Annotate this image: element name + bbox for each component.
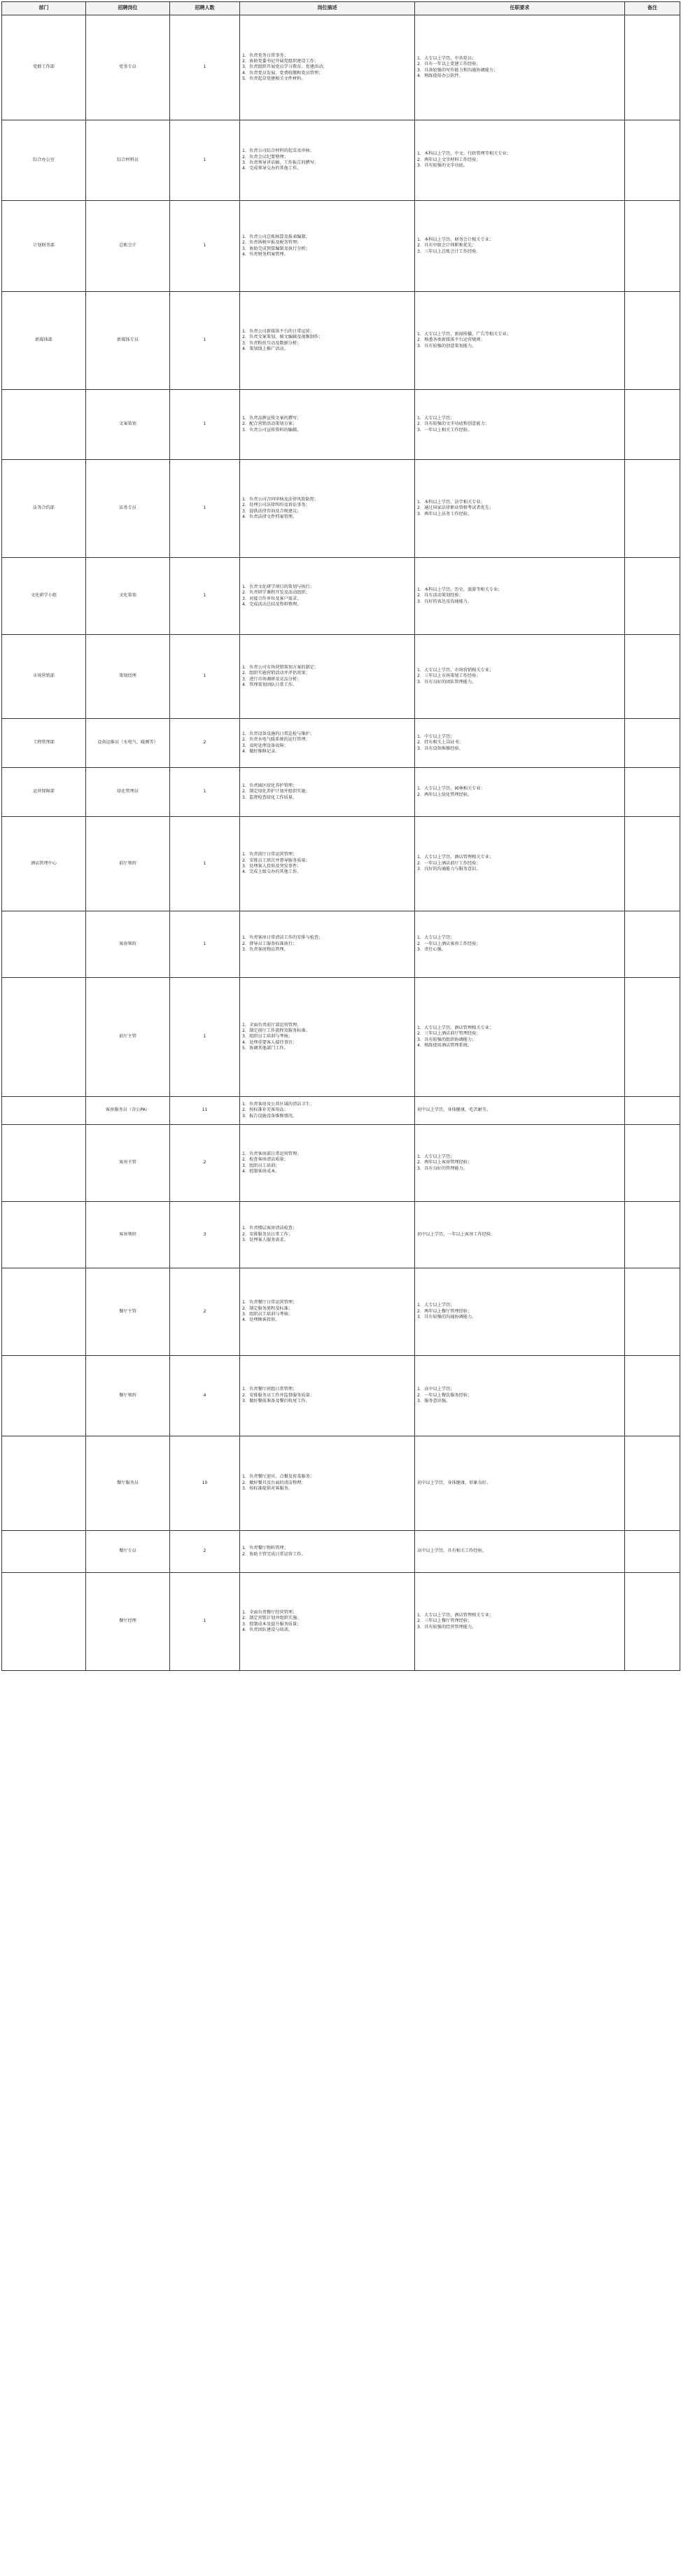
- requirement-line: 2．一年以上餐饮服务经验；: [417, 1392, 472, 1398]
- requirement-line: 2．三年以上酒店前厅管理经验；: [417, 1031, 481, 1037]
- header-count: 招聘人数: [170, 2, 240, 15]
- position-cell: 客房领班: [86, 911, 170, 978]
- requirements-cell: [415, 292, 625, 390]
- description-cell: [240, 292, 415, 390]
- requirement-line: 2．具有一年以上党建工作经验；: [417, 62, 481, 67]
- description-cell: [240, 1573, 415, 1671]
- requirements-cell: [415, 201, 625, 292]
- position-cell: 综合材料员: [86, 120, 170, 201]
- requirement-line: 3．两年以上法务工作经验。: [417, 511, 472, 517]
- notes-cell: [625, 558, 680, 635]
- position-cell: 设备运维员（水电气、暖阀等）: [86, 719, 170, 768]
- notes-cell: [625, 15, 680, 120]
- department-cell: [2, 390, 86, 460]
- description-cell: [240, 1097, 415, 1125]
- position-cell: 策划经理: [86, 635, 170, 719]
- position-cell: 前厅主管: [86, 978, 170, 1097]
- notes-cell: [625, 1097, 680, 1125]
- header-department: 部门: [2, 2, 86, 15]
- table-row: [2, 1531, 680, 1573]
- position-cell: 餐厅经理: [86, 1573, 170, 1671]
- table-row: [2, 558, 680, 635]
- description-line: 3．及时处理设备故障；: [242, 743, 288, 748]
- position-cell: 法务专员: [86, 460, 170, 558]
- requirements-cell: [415, 1097, 625, 1125]
- description-line: 4．负责团队建设与培训。: [242, 1627, 293, 1632]
- description-cell: [240, 1125, 415, 1202]
- requirements-cell: [415, 1356, 625, 1436]
- description-line: 2．安排服务员日常工作；: [242, 1231, 293, 1237]
- description-line: 1．负责餐厅迎宾、点餐及传菜服务；: [242, 1474, 314, 1480]
- count-cell: 4: [170, 1356, 240, 1436]
- description-cell: [240, 817, 415, 911]
- description-line: 3．组织员工培训与考核；: [242, 1034, 293, 1040]
- requirement-line: 1．大专以上学历，中共党员；: [417, 55, 477, 61]
- position-cell: 党务专员: [86, 15, 170, 120]
- description-cell: [240, 460, 415, 558]
- description-line: 1．负责餐厅日常运营管理；: [242, 1300, 297, 1306]
- department-cell: 酒店管理中心: [2, 817, 86, 911]
- table-row: [2, 1125, 680, 1202]
- requirement-line: 2．通过国家法律职业资格考试者优先；: [417, 505, 494, 511]
- requirement-line: 1．本科以上学历，财务会计相关专业；: [417, 237, 494, 242]
- description-line: 3．监督检查绿化工作质量。: [242, 794, 297, 800]
- description-line: 2．检查客房清洁质量；: [242, 1157, 288, 1163]
- description-line: 2．制定服务流程及标准；: [242, 1306, 293, 1311]
- description-line: 2．督导员工服务标准执行；: [242, 941, 297, 946]
- description-line: 1．负责品牌宣传文案的撰写；: [242, 415, 302, 421]
- requirement-line: 初中以上学历，身体健康，形象良好。: [417, 1480, 491, 1485]
- description-cell: [240, 390, 415, 460]
- requirement-line: 2．持有相关上岗证书；: [417, 740, 463, 746]
- notes-cell: [625, 719, 680, 768]
- notes-cell: [625, 1125, 680, 1202]
- count-cell: 1: [170, 201, 240, 292]
- description-line: 4．处理顾客投诉。: [242, 1317, 280, 1323]
- description-line: 3．做好餐前准备及餐后收尾工作。: [242, 1399, 310, 1404]
- requirement-line: 1．大专以上学历；: [417, 935, 455, 941]
- description-line: 4．负责党员发展、党费收缴和党员管理；: [242, 70, 323, 76]
- table-header-row: [2, 2, 680, 15]
- description-line: 1．负责公司综合材料的起草及审核；: [242, 148, 314, 154]
- requirement-line: 初中以上学历，身体健康，吃苦耐劳。: [417, 1107, 491, 1113]
- count-cell: 2: [170, 719, 240, 768]
- description-line: 2．安排员工班次并督导服务质量；: [242, 858, 310, 863]
- requirements-cell: [415, 15, 625, 120]
- requirement-line: 2．一年以上酒店客房工作经验；: [417, 941, 481, 946]
- description-cell: [240, 120, 415, 201]
- requirement-line: 初中以上学历，一年以上客房工作经验。: [417, 1231, 496, 1237]
- description-line: 1．负责餐厅班组日常管理；: [242, 1387, 297, 1392]
- requirement-line: 3．具备较强的写作能力和沟通协调能力；: [417, 67, 498, 73]
- header-description: 岗位描述: [240, 2, 415, 15]
- requirement-line: 3．责任心强。: [417, 947, 447, 953]
- table-row: [2, 460, 680, 558]
- description-line: 4．完成活动总结及资料整理。: [242, 601, 302, 607]
- requirement-line: 4．熟练使用酒店管理系统。: [417, 1042, 472, 1048]
- count-cell: 1: [170, 635, 240, 719]
- count-cell: 1: [170, 768, 240, 817]
- table-row: [2, 15, 680, 120]
- table-row: [2, 201, 680, 292]
- notes-cell: [625, 1573, 680, 1671]
- description-line: 1．负责公司总账核算及报表编制；: [242, 234, 310, 239]
- notes-cell: [625, 1436, 680, 1531]
- position-cell: 前厅领班: [86, 817, 170, 911]
- position-cell: 客房服务员（含公PA）: [86, 1097, 170, 1125]
- count-cell: 3: [170, 1202, 240, 1268]
- notes-cell: [625, 292, 680, 390]
- description-line: 1．负责公司新媒体平台的日常运营；: [242, 328, 314, 334]
- description-line: 1．负责客房及公共区域的清洁卫生；: [242, 1101, 314, 1107]
- requirement-line: 4．熟练使用办公软件。: [417, 73, 463, 78]
- notes-cell: [625, 460, 680, 558]
- table-row: [2, 719, 680, 768]
- table-row: [2, 1202, 680, 1268]
- department-cell: 运营保障部: [2, 768, 86, 817]
- count-cell: 1: [170, 292, 240, 390]
- department-cell: 工程管理部: [2, 719, 86, 768]
- department-cell: 党群工作部: [2, 15, 86, 120]
- description-line: 4．完成上级交办的其他工作。: [242, 869, 302, 875]
- notes-cell: [625, 768, 680, 817]
- notes-cell: [625, 201, 680, 292]
- description-line: 3．控制成本及提升服务质量；: [242, 1621, 302, 1627]
- description-cell: [240, 1356, 415, 1436]
- department-cell: 新媒体部: [2, 292, 86, 390]
- table-row: [2, 817, 680, 911]
- description-line: 4．处理重要客人接待事宜；: [242, 1040, 297, 1045]
- requirements-cell: [415, 768, 625, 817]
- department-cell: [2, 1268, 86, 1356]
- requirements-cell: [415, 635, 625, 719]
- description-cell: [240, 15, 415, 120]
- requirement-line: 2．具有中级会计师职称优先；: [417, 243, 477, 248]
- requirement-line: 2．两年以上餐厅管理经验；: [417, 1308, 472, 1314]
- description-line: 3．负责粉丝互动及数据分析；: [242, 340, 302, 346]
- description-line: 2．负责文案策划、图文编辑及视频制作；: [242, 335, 323, 340]
- position-cell: 绿化管理员: [86, 768, 170, 817]
- description-line: 2．组织实施营销活动并评估效果；: [242, 671, 310, 676]
- description-line: 3．处理客人投诉及突发事件；: [242, 864, 302, 869]
- description-line: 3．组织员工培训与考核；: [242, 1312, 293, 1317]
- requirement-line: 3．具有较强的组织协调能力；: [417, 1037, 477, 1042]
- description-cell: [240, 911, 415, 978]
- notes-cell: [625, 1268, 680, 1356]
- description-line: 2．做好餐具及台面的清洁整理；: [242, 1480, 306, 1485]
- requirement-line: 3．具有良好的管理能力。: [417, 1166, 468, 1171]
- department-cell: [2, 1125, 86, 1202]
- department-cell: 法务合约部: [2, 460, 86, 558]
- description-line: 1．负责设备设施的日常巡检与维护；: [242, 731, 314, 736]
- requirement-line: 3．三年以上总账会计工作经验。: [417, 248, 481, 254]
- notes-cell: [625, 1531, 680, 1573]
- description-line: 4．策划线上推广活动。: [242, 346, 288, 351]
- description-line: 2．协助党委书记开展党组织建设工作；: [242, 58, 319, 64]
- requirement-line: 2．具有活动策划经验；: [417, 593, 463, 598]
- description-line: 1．全面负责前厅部运营管理；: [242, 1022, 302, 1028]
- requirements-cell: [415, 911, 625, 978]
- requirement-line: 2．两年以上文字材料工作经验；: [417, 157, 481, 162]
- requirements-cell: [415, 817, 625, 911]
- description-line: 2．制定绿化养护计划并组织实施；: [242, 789, 310, 794]
- table-row: [2, 1436, 680, 1531]
- count-cell: 1: [170, 558, 240, 635]
- position-cell: 新媒体专员: [86, 292, 170, 390]
- description-line: 2．配合营销活动策划方案；: [242, 421, 297, 427]
- position-cell: 餐厅服务员: [86, 1436, 170, 1531]
- description-line: 5．协调其他部门工作。: [242, 1046, 288, 1051]
- description-line: 3．协助完成预算编制及执行分析；: [242, 246, 310, 251]
- notes-cell: [625, 120, 680, 201]
- notes-cell: [625, 978, 680, 1097]
- description-cell: [240, 1268, 415, 1356]
- position-cell: 客房领班: [86, 1202, 170, 1268]
- requirement-line: 3．具有良好的团队管理能力。: [417, 679, 477, 685]
- description-line: 1．全面负责餐厅经营管理；: [242, 1609, 297, 1615]
- requirements-cell: [415, 1202, 625, 1268]
- requirements-cell: [415, 120, 625, 201]
- requirement-line: 2．两年以上客房管理经验；: [417, 1160, 472, 1166]
- position-cell: 文化策划: [86, 558, 170, 635]
- description-line: 4．负责财务档案管理。: [242, 251, 288, 257]
- table-row: [2, 292, 680, 390]
- notes-cell: [625, 390, 680, 460]
- requirement-line: 3．具有较强的创意策划能力。: [417, 343, 477, 349]
- requirement-line: 1．中专以上学历；: [417, 734, 455, 739]
- header-requirements: 任职要求: [415, 2, 625, 15]
- count-cell: 1: [170, 460, 240, 558]
- table-row: [2, 635, 680, 719]
- description-line: 4．完成领导交办的其他工作。: [242, 166, 302, 172]
- description-line: 2．负责水电气暖系统的运行管理；: [242, 737, 310, 743]
- requirements-cell: [415, 1436, 625, 1531]
- requirement-line: 2．两年以上绿化管理经验。: [417, 792, 472, 797]
- table-row: [2, 120, 680, 201]
- table-row: [2, 768, 680, 817]
- description-line: 1．负责党务日常事务；: [242, 52, 288, 58]
- description-line: 1．负责餐厅物料管理；: [242, 1546, 288, 1551]
- notes-cell: [625, 1202, 680, 1268]
- description-line: 2．安排服务员工作并监督服务质量；: [242, 1392, 314, 1398]
- position-cell: 餐厅专员: [86, 1531, 170, 1573]
- table-row: [2, 1356, 680, 1436]
- position-cell: 总账会计: [86, 201, 170, 292]
- requirements-cell: [415, 1573, 625, 1671]
- requirements-cell: [415, 1531, 625, 1573]
- requirement-line: 2．熟悉各类新媒体平台运营规则；: [417, 337, 485, 343]
- position-cell: 餐厅领班: [86, 1356, 170, 1436]
- requirement-line: 1．大专以上学历，酒店管理相关专业；: [417, 1025, 494, 1030]
- requirement-line: 3．具有较强的文字功底。: [417, 163, 468, 169]
- requirements-cell: [415, 558, 625, 635]
- description-cell: [240, 719, 415, 768]
- description-line: 2．负责会议纪要整理；: [242, 154, 288, 160]
- department-cell: [2, 1356, 86, 1436]
- requirement-line: 高中以上学历，具有相关工作经验。: [417, 1548, 486, 1554]
- position-cell: 餐厅主管: [86, 1268, 170, 1356]
- count-cell: 2: [170, 1531, 240, 1573]
- description-line: 4．做好维修记录。: [242, 748, 280, 754]
- count-cell: 2: [170, 1125, 240, 1202]
- description-line: 2．制定前厅工作流程及服务标准；: [242, 1028, 310, 1033]
- requirement-line: 1．大专以上学历，酒店管理相关专业；: [417, 1612, 494, 1618]
- table-row: [2, 911, 680, 978]
- table-row: [2, 1097, 680, 1125]
- table-row: [2, 978, 680, 1097]
- description-cell: [240, 768, 415, 817]
- description-line: 3．按标准提供对客服务。: [242, 1486, 293, 1492]
- description-line: 3．组织员工培训；: [242, 1163, 280, 1168]
- requirement-line: 1．大专以上学历；: [417, 1154, 455, 1159]
- description-cell: [240, 1436, 415, 1531]
- description-line: 4．管理策划团队日常工作。: [242, 682, 297, 687]
- description-cell: [240, 978, 415, 1097]
- requirement-line: 3．良好的沟通能力与服务意识。: [417, 867, 481, 872]
- notes-cell: [625, 911, 680, 978]
- description-line: 3．负责组织开展党员学习教育、党建活动；: [242, 64, 328, 70]
- count-cell: 1: [170, 817, 240, 911]
- description-line: 3．负责公司宣传资料的编辑。: [242, 427, 302, 433]
- description-line: 2．负责研学课程开发及活动组织；: [242, 590, 310, 596]
- department-cell: 市场营销部: [2, 635, 86, 719]
- requirement-line: 1．大专以上学历，新闻传播、广告等相关专业；: [417, 331, 511, 337]
- count-cell: 1: [170, 15, 240, 120]
- description-line: 3．处理客人服务需求。: [242, 1238, 288, 1243]
- requirement-line: 3．具有设备维修经验。: [417, 746, 463, 751]
- description-line: 1．负责公司市场营销策划方案的制定；: [242, 664, 319, 670]
- count-cell: 1: [170, 1573, 240, 1671]
- description-cell: [240, 201, 415, 292]
- requirements-cell: [415, 719, 625, 768]
- description-line: 1．负责公司合同审核及法律风险防控；: [242, 496, 319, 502]
- count-cell: 1: [170, 120, 240, 201]
- header-position: 招聘岗位: [86, 2, 170, 15]
- description-line: 2．处理公司法律纠纷及诉讼事务；: [242, 503, 310, 508]
- department-cell: 计划财务部: [2, 201, 86, 292]
- description-line: 1．负责园区绿化养护管理；: [242, 783, 297, 788]
- count-cell: 1: [170, 911, 240, 978]
- requirement-line: 3．服务意识强。: [417, 1399, 451, 1404]
- department-cell: [2, 1202, 86, 1268]
- requirement-line: 1．大专以上学历；: [417, 415, 455, 421]
- requirement-line: 2．三年以上餐厅管理经验；: [417, 1618, 472, 1624]
- description-line: 2．负责纳税申报及税务管理；: [242, 240, 302, 246]
- notes-cell: [625, 635, 680, 719]
- description-line: 1．负责前厅日常运营管理；: [242, 852, 297, 858]
- position-cell: 客房主管: [86, 1125, 170, 1202]
- description-line: 5．负责起草党建相关文件材料。: [242, 76, 306, 82]
- count-cell: 1: [170, 390, 240, 460]
- description-line: 4．负责法律文件档案管理。: [242, 514, 297, 519]
- description-line: 3．提供法律咨询及合规建议；: [242, 508, 302, 514]
- description-cell: [240, 558, 415, 635]
- table-row: [2, 1268, 680, 1356]
- requirement-line: 3．具有较强的沟通协调能力。: [417, 1315, 477, 1320]
- description-cell: [240, 635, 415, 719]
- requirement-line: 1．大专以上学历，市场营销相关专业；: [417, 667, 494, 673]
- count-cell: 2: [170, 1268, 240, 1356]
- description-line: 3．负责客房物品管理。: [242, 947, 288, 953]
- description-line: 3．对接合作单位及客户需求；: [242, 596, 302, 601]
- department-cell: 文化研学小组: [2, 558, 86, 635]
- department-cell: [2, 1097, 86, 1125]
- table-row: [2, 1573, 680, 1671]
- department-cell: [2, 1436, 86, 1531]
- description-line: 2．协助主管完成日常运营工作。: [242, 1551, 306, 1557]
- count-cell: 11: [170, 1097, 240, 1125]
- requirement-line: 1．本科以上学历，中文、行政管理等相关专业；: [417, 151, 511, 157]
- department-cell: [2, 911, 86, 978]
- notes-cell: [625, 1356, 680, 1436]
- requirement-line: 1．本科以上学历，法学相关专业；: [417, 499, 485, 505]
- description-line: 1．负责客房日常清洁工作的安排与检查；: [242, 935, 323, 941]
- description-line: 4．控制客房成本。: [242, 1168, 280, 1174]
- requirement-line: 1．大专以上学历，酒店管理相关专业；: [417, 855, 494, 860]
- description-line: 1．负责客房部日常运营管理；: [242, 1151, 302, 1156]
- requirement-line: 2．具有较强的文字功底和创意能力；: [417, 421, 489, 427]
- department-cell: [2, 1573, 86, 1671]
- requirement-line: 3．良好的表达及沟通能力。: [417, 598, 472, 604]
- description-line: 1．负责文化研学项目的策划与执行；: [242, 584, 314, 589]
- requirements-cell: [415, 1268, 625, 1356]
- description-line: 2．制定营销计划并组织实施；: [242, 1616, 302, 1621]
- recruitment-table: [1, 1, 680, 1671]
- requirements-cell: [415, 390, 625, 460]
- description-line: 3．报告设施设备维修情况。: [242, 1113, 297, 1119]
- count-cell: 10: [170, 1436, 240, 1531]
- position-cell: 文案策划: [86, 390, 170, 460]
- description-cell: [240, 1531, 415, 1573]
- department-cell: [2, 1531, 86, 1573]
- requirements-cell: [415, 460, 625, 558]
- description-line: 2．按标准补充客用品；: [242, 1107, 288, 1113]
- description-cell: [240, 1202, 415, 1268]
- description-line: 3．负责领导讲话稿、工作报告的撰写；: [242, 160, 319, 165]
- requirement-line: 3．一年以上相关工作经验。: [417, 427, 472, 433]
- requirement-line: 1．大专以上学历，园林相关专业；: [417, 786, 485, 792]
- count-cell: 1: [170, 978, 240, 1097]
- department-cell: 综合办公室: [2, 120, 86, 201]
- table-row: [2, 390, 680, 460]
- department-cell: [2, 978, 86, 1097]
- requirement-line: 1．本科以上学历，历史、旅游等相关专业；: [417, 587, 503, 592]
- requirements-cell: [415, 978, 625, 1097]
- header-notes: 备注: [625, 2, 680, 15]
- requirement-line: 1．大专以上学历；: [417, 1303, 455, 1308]
- requirement-line: 2．一年以上酒店前厅工作经验；: [417, 860, 481, 866]
- description-line: 1．负责楼层客房清洁检查；: [242, 1226, 297, 1231]
- requirement-line: 3．具有较强的经营管理能力。: [417, 1624, 477, 1630]
- requirement-line: 1．高中以上学历；: [417, 1387, 455, 1392]
- notes-cell: [625, 817, 680, 911]
- description-line: 3．进行市场调研及竞品分析；: [242, 676, 302, 682]
- requirement-line: 2．三年以上市场策划工作经验；: [417, 673, 481, 679]
- requirements-cell: [415, 1125, 625, 1202]
